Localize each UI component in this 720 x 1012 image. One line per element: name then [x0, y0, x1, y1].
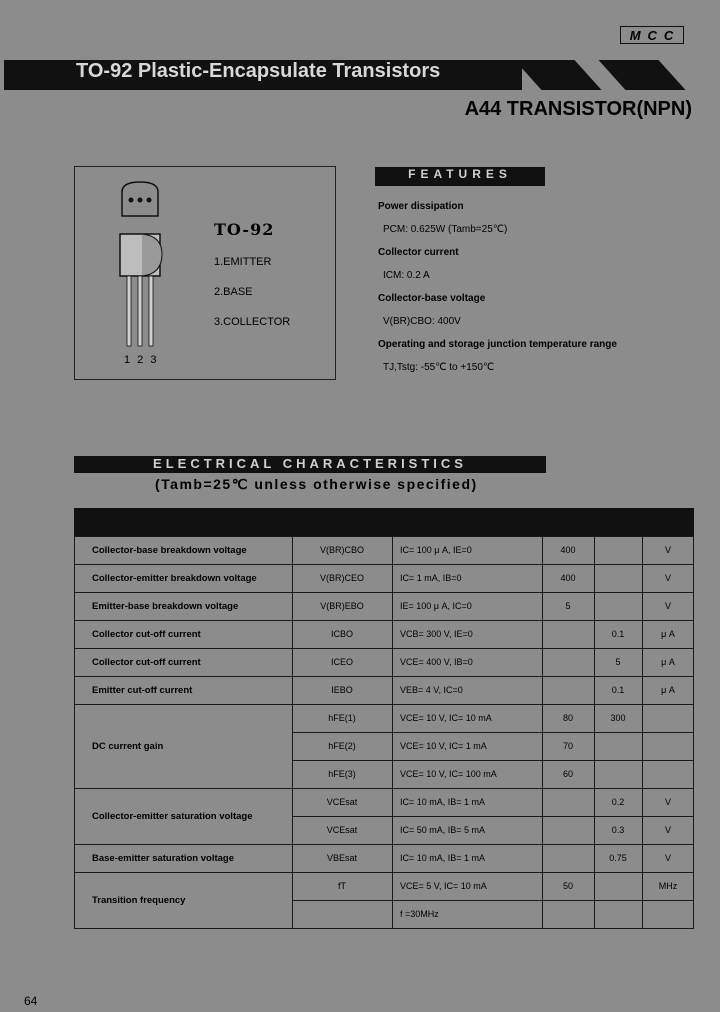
table-row-divider — [74, 928, 694, 929]
cell-unit: μ A — [661, 685, 675, 695]
series-title: TO-92 Plastic-Encapsulate Transistors — [76, 60, 441, 82]
feature-value: V(BR)CBO: 400V — [383, 316, 461, 327]
cell-min: 400 — [560, 573, 576, 583]
cell-max: 0.2 — [611, 797, 625, 807]
cell-symbol: fT — [338, 881, 346, 891]
table-row-divider — [292, 900, 694, 901]
cell-min: 80 — [562, 713, 573, 723]
cell-test: f =30MHz — [400, 909, 439, 919]
title-stripe — [598, 60, 685, 90]
cell-test: IC= 10 mA, IB= 1 mA — [400, 797, 486, 807]
cell-max: 300 — [610, 713, 626, 723]
feature-value: TJ,Tstg: -55℃ to +150℃ — [383, 362, 495, 373]
pin-label-base: 2.BASE — [214, 286, 253, 298]
cell-max: 0.3 — [611, 825, 625, 835]
cell-min: 60 — [562, 769, 573, 779]
cell-symbol: hFE(1) — [328, 713, 356, 723]
cell-test: VCE= 10 V, IC= 1 mA — [400, 741, 487, 751]
table-row-divider — [292, 816, 694, 817]
cell-max: 0.1 — [611, 629, 625, 639]
feature-heading: Power dissipation — [378, 201, 464, 212]
cell-param: Collector-emitter breakdown voltage — [92, 573, 257, 584]
cell-min: 400 — [560, 545, 576, 555]
cell-symbol: VCEsat — [326, 825, 358, 835]
table-row-divider — [74, 676, 694, 677]
table-border — [74, 536, 75, 928]
cell-min: 70 — [562, 741, 573, 751]
table-row-divider — [292, 732, 694, 733]
cell-test: IC= 100 μ A, IE=0 — [400, 545, 472, 555]
cell-symbol: hFE(2) — [328, 741, 356, 751]
cell-param: DC current gain — [92, 741, 164, 752]
feature-heading: Operating and storage junction temperature range — [378, 339, 617, 350]
cell-param: Collector-emitter saturation voltage — [92, 811, 253, 822]
mcc-logo: MCC — [620, 26, 684, 44]
cell-unit: V — [664, 601, 671, 611]
cell-param: Emitter-base breakdown voltage — [92, 601, 239, 612]
cell-param: Transition frequency — [92, 895, 186, 906]
cell-test: VCE= 400 V, IB=0 — [400, 657, 473, 667]
table-row-divider — [292, 760, 694, 761]
cell-symbol: V(BR)CBO — [319, 545, 364, 555]
table-row-divider — [74, 704, 694, 705]
cell-param: Emitter cut-off current — [92, 685, 193, 696]
table-row-divider — [74, 872, 694, 873]
cell-unit: V — [664, 573, 671, 583]
cell-test: VCE= 5 V, IC= 10 mA — [400, 881, 487, 891]
cell-param: Collector cut-off current — [92, 629, 201, 640]
cell-min: 5 — [565, 601, 571, 611]
cell-max: 0.75 — [609, 853, 627, 863]
cell-test: IC= 1 mA, IB=0 — [400, 573, 462, 583]
table-row-divider — [74, 788, 694, 789]
cell-param: Collector-base breakdown voltage — [92, 545, 247, 556]
feature-heading: Collector-base voltage — [378, 293, 486, 304]
cell-test: VCE= 10 V, IC= 10 mA — [400, 713, 492, 723]
features-heading: FEATURES — [408, 167, 512, 181]
cell-test: VCB= 300 V, IE=0 — [400, 629, 473, 639]
pin-label-collector: 3.COLLECTOR — [214, 316, 291, 328]
cell-unit: V — [664, 545, 671, 555]
pin-numbers: 1 2 3 — [124, 354, 159, 366]
pin-label-emitter: 1.EMITTER — [214, 256, 272, 268]
cell-unit: MHz — [658, 881, 678, 891]
table-header-bar — [74, 508, 694, 536]
cell-symbol: ICBO — [330, 629, 353, 639]
title-stripe — [514, 60, 601, 90]
cell-test: IC= 10 mA, IB= 1 mA — [400, 853, 486, 863]
cell-param: Base-emitter saturation voltage — [92, 853, 235, 864]
to92-package-drawing-icon — [100, 178, 200, 358]
electrical-conditions: (Tamb=25℃ unless otherwise specified) — [155, 476, 478, 492]
page-number: 64 — [24, 994, 38, 1008]
table-row-divider — [74, 648, 694, 649]
cell-min: 50 — [562, 881, 573, 891]
cell-test: IC= 50 mA, IB= 5 mA — [400, 825, 486, 835]
cell-symbol: ICEO — [330, 657, 353, 667]
table-row-divider — [74, 592, 694, 593]
cell-symbol: hFE(3) — [328, 769, 356, 779]
cell-unit: V — [664, 853, 671, 863]
table-row-divider — [74, 536, 694, 537]
package-name: TO-92 — [214, 220, 275, 239]
cell-unit: μ A — [661, 629, 675, 639]
electrical-heading: ELECTRICAL CHARACTERISTICS — [153, 456, 467, 471]
cell-test: VEB= 4 V, IC=0 — [400, 685, 463, 695]
feature-value: ICM: 0.2 A — [383, 270, 430, 281]
table-row-divider — [74, 844, 694, 845]
cell-test: VCE= 10 V, IC= 100 mA — [400, 769, 497, 779]
cell-symbol: V(BR)EBO — [320, 601, 364, 611]
table-row-divider — [74, 620, 694, 621]
cell-max: 5 — [615, 657, 621, 667]
electrical-table — [74, 508, 694, 928]
feature-value: PCM: 0.625W (Tamb=25℃) — [383, 224, 508, 235]
cell-param: Collector cut-off current — [92, 657, 201, 668]
cell-symbol: IEBO — [331, 685, 353, 695]
cell-unit: V — [664, 797, 671, 807]
cell-symbol: VCEsat — [326, 797, 358, 807]
table-row-divider — [74, 564, 694, 565]
cell-max: 0.1 — [611, 685, 625, 695]
part-title: A44 TRANSISTOR(NPN) — [464, 98, 692, 120]
cell-unit: V — [664, 825, 671, 835]
cell-unit: μ A — [661, 657, 675, 667]
cell-test: IE= 100 μ A, IC=0 — [400, 601, 472, 611]
feature-heading: Collector current — [378, 247, 459, 258]
cell-symbol: V(BR)CEO — [319, 573, 364, 583]
cell-symbol: VBEsat — [326, 853, 357, 863]
